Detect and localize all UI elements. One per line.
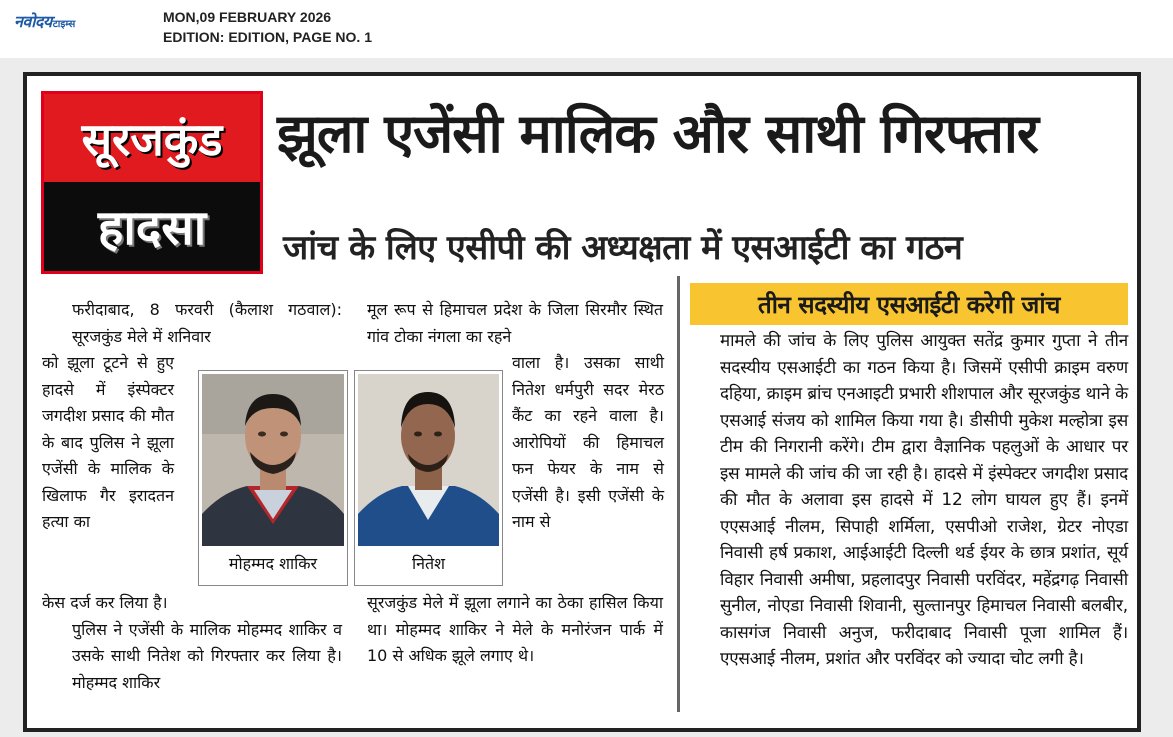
photo-2-caption: नितेश: [411, 554, 446, 573]
column-1-bottom-text-b: पुलिस ने एजेंसी के मालिक मोहम्मद शाकिर व उसके साथी नितेश को गिरफ्तार कर लिया है। मोहम्मद शाकिर: [72, 619, 342, 692]
logo-main-text: नवोदय: [14, 12, 52, 31]
portrait-2-image: [358, 374, 499, 546]
badge-bottom-panel: [44, 182, 260, 271]
photo-1-caption: मोहम्मद शाकिर: [228, 554, 318, 573]
column-2-bottom-text: सूरजकुंड मेले में झूला लगाने का ठेका हासिल किया था। मोहम्मद शाकिर ने मेले के मनोरंजन पार्क में 10 से अधिक झूले लगाए थे।: [367, 593, 663, 665]
article-headline: झूला एजेंसी मालिक और साथी गिरफ्तार: [277, 102, 1038, 165]
column-2-narrow-text: वाला है। उसका साथी नितेश धर्मपुरी सदर मेरठ कैंट का रहने वाला है। आरोपियों की हिमाचल फन फेयर के नाम से एजेंसी है। इसी एजेंसी के नाम से: [512, 353, 664, 531]
badge-top-text: सूरजकुंड: [81, 112, 223, 166]
article-subheadline: जांच के लिए एसीपी की अध्यक्षता में एसआईटी का गठन: [283, 228, 963, 268]
column-1-narrow: [42, 350, 174, 536]
column-2-top: [367, 297, 663, 350]
badge-bottom-text: हादसा: [97, 200, 207, 256]
portrait-1-image: [202, 374, 344, 546]
column-2-narrow: [512, 350, 664, 536]
column-2-bottom: [367, 590, 663, 670]
column-3-text: मामले की जांच के लिए पुलिस आयुक्त सतेंद्र कुमार गुप्ता ने तीन सदस्यीय एसआईटी का गठन किया है। जिसमें एसीपी क्राइम वरुण दहिया, क्राइम ब्रांच एनआइटी प्रभारी शीशपाल और सूरजकुंड थाने के एसआई संजय को शामिल किया गया है। डीसीपी मुकेश मल्होत्रा इस टीम की निगरानी करेंगे। टीम द्वारा वैज्ञानिक पहलुओं के आधार पर इस मामले की जांच की जा रही है। हादसे में इंस्पेक्टर जगदीश प्रसाद की मौत के अलावा इस हादसे में 12 लोग घायल हुए हैं। इनमें एएसआई नीलम, सिपाही शर्मिला, एसपीओ राजेश, ग्रेटर नोएडा निवासी हर्ष प्रकाश, आईआईटी दिल्ली थर्ड ईयर के छात्र प्रशांत, सूर्य विहार निवासी अमीषा, प्रहलादपुर निवासी परविंदर, महेंद्रगढ़ निवासी सुनील, नोएडा निवासी शिवानी, सुल्तानपुर हिमाचल निवासी बलबीर, कासगंज निवासी अनुज, फरीदाबाद निवासी पूजा शामिल हैं। एएसआई नीलम, प्रशांत और परविंदर को ज्यादा चोट लगी है।: [720, 331, 1128, 669]
news-clipping: [23, 72, 1141, 732]
badge-top-panel: [44, 94, 260, 182]
sidebar-heading: तीन सदस्यीय एसआईटी करेगी जांच: [690, 283, 1128, 325]
section-badge: [41, 91, 263, 274]
column-3: [690, 328, 1128, 673]
column-divider: [677, 276, 680, 712]
masthead-bar: [0, 0, 1173, 58]
edition-info: EDITION: EDITION, PAGE NO. 1: [163, 29, 372, 45]
column-1-narrow-text: को झूला टूटने से हुए हादसे में इंस्पेक्टर जगदीश प्रसाद की मौत के बाद पुलिस ने झूला एजेंसी के मालिक के खिलाफ गैर इरादतन हत्या का: [42, 353, 174, 531]
photo-nitesh[interactable]: [354, 370, 503, 586]
photo-mohammad-shakir[interactable]: [198, 370, 348, 586]
column-1-bottom: [42, 590, 342, 696]
column-2-top-text: मूल रूप से हिमाचल प्रदेश के जिला सिरमौर स्थित गांव टोका नंगला का रहने: [367, 300, 663, 346]
publication-date: MON,09 FEBRUARY 2026: [163, 9, 332, 25]
logo-sub-text: टाइम्स: [52, 19, 76, 30]
column-1-top: [42, 297, 342, 350]
column-1-top-text: फरीदाबाद, 8 फरवरी (कैलाश गठवाल): सूरजकुंड मेले में शनिवार: [72, 300, 342, 346]
newspaper-logo[interactable]: [14, 10, 75, 32]
column-1-bottom-text-a: केस दर्ज कर लिया है।: [42, 593, 168, 612]
